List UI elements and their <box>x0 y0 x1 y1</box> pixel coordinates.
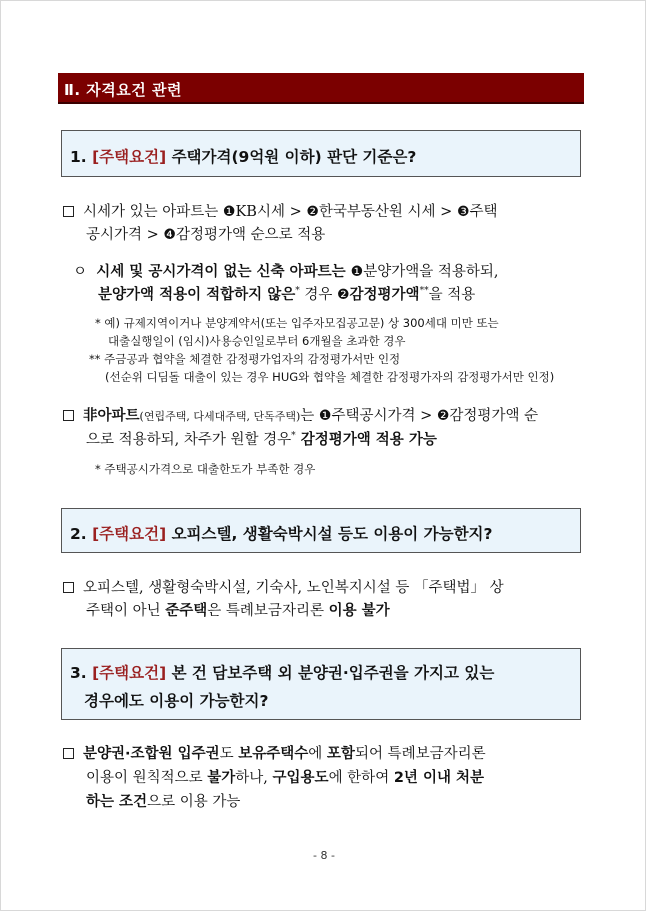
question-3-box <box>61 648 581 720</box>
q1-sub-bullet-line-1: ㅇ 시세 및 공시가격이 없는 신축 아파트는 ❶분양가액을 적용하되, <box>73 264 499 280</box>
q3-bullet-line-2: 이용이 원칙적으로 불가하나, 구입용도에 한하여 2년 이내 처분 <box>86 770 485 786</box>
checkbox-bullet-icon <box>63 206 74 217</box>
q1-bullet-1-line-1: 시세가 있는 아파트는 ❶KB시세 > ❷한국부동산원 시세 > ❸주택 <box>63 200 498 221</box>
q1-bullet-1-line-2: 공시가격 > ❹감정평가액 순으로 적용 <box>86 227 326 243</box>
q1-bullet-3-line-1: 非아파트(연립주택, 다세대주택, 단독주택)는 ❶주택공시가격 > ❷감정평가액 순 <box>63 404 538 425</box>
question-tag: [주택요건] <box>92 664 167 682</box>
question-text: 본 건 담보주택 외 분양권·입주권을 가지고 있는 <box>171 664 495 682</box>
footnote-1-line-2: 대출실행일이 (임시)사용승인일로부터 6개월을 초과한 경우 <box>108 334 406 348</box>
section-header-bar <box>58 73 584 104</box>
checkbox-bullet-icon <box>63 748 74 759</box>
circled-number-1-icon: ❶ <box>350 264 364 280</box>
question-1-heading <box>70 145 416 167</box>
q1-bullet-3-line-2: 으로 적용하되, 차주가 원할 경우* 감정평가액 적용 가능 <box>86 431 437 448</box>
question-number: 3. <box>70 664 87 682</box>
q1-sub-bullet-line-2: 분양가액 적용이 적합하지 않은* 경우 ❷감정평가액**을 적용 <box>98 286 476 303</box>
question-3-heading-line-2: 경우에도 이용이 가능한지? <box>84 692 269 710</box>
circled-number-2-icon: ❷ <box>336 287 350 303</box>
question-2-box <box>61 508 581 553</box>
circled-number-2-icon: ❷ <box>306 204 319 220</box>
question-tag: [주택요건] <box>92 148 167 166</box>
q3-bullet-line-3: 하는 조건으로 이용 가능 <box>86 794 241 810</box>
circled-number-4-icon: ❹ <box>163 227 176 243</box>
q2-bullet-line-1: 오피스텔, 생활형숙박시설, 기숙사, 노인복지시설 등 「주택법」 상 <box>63 576 504 597</box>
question-text: 오피스텔, 생활숙박시설 등도 이용이 가능한지? <box>171 525 493 543</box>
footnote-1-line-1: * 예) 규제지역이거나 분양계약서(또는 입주자모집공고문) 상 300세대 미만 또는 <box>95 316 499 330</box>
circled-number-3-icon: ❸ <box>456 204 470 220</box>
sub-bullet-marker: ㅇ <box>73 264 88 280</box>
footnote-2-line-1: ** 주금공과 협약을 체결한 감정평가업자의 감정평가서만 인정 <box>89 352 401 366</box>
q3-bullet-line-1: 분양권·조합원 입주권도 보유주택수에 포함되어 특례보금자리론 <box>63 742 486 763</box>
question-3-heading-line-1 <box>70 661 494 683</box>
footnote-2-line-2: (선순위 디딤돌 대출이 있는 경우 HUG와 협약을 체결한 감정평가자의 감정평가서만 인정) <box>105 370 555 384</box>
circled-number-2-icon: ❷ <box>436 408 450 424</box>
question-number: 1. <box>70 148 87 166</box>
circled-number-1-icon: ❶ <box>222 204 236 220</box>
question-2-heading <box>70 522 493 544</box>
question-1-box <box>61 130 581 177</box>
checkbox-bullet-icon <box>63 582 74 593</box>
question-text: 주택가격(9억원 이하) 판단 기준은? <box>171 148 417 166</box>
circled-number-1-icon: ❶ <box>318 408 332 424</box>
footnote-3: * 주택공시가격으로 대출한도가 부족한 경우 <box>95 462 316 476</box>
section-title: Ⅱ. 자격요건 관련 <box>64 81 182 99</box>
checkbox-bullet-icon <box>63 410 74 421</box>
q2-bullet-line-2: 주택이 아닌 준주택은 특례보금자리론 이용 불가 <box>86 603 390 619</box>
question-number: 2. <box>70 525 87 543</box>
page-number: - 8 - <box>313 849 335 862</box>
question-tag: [주택요건] <box>92 525 167 543</box>
